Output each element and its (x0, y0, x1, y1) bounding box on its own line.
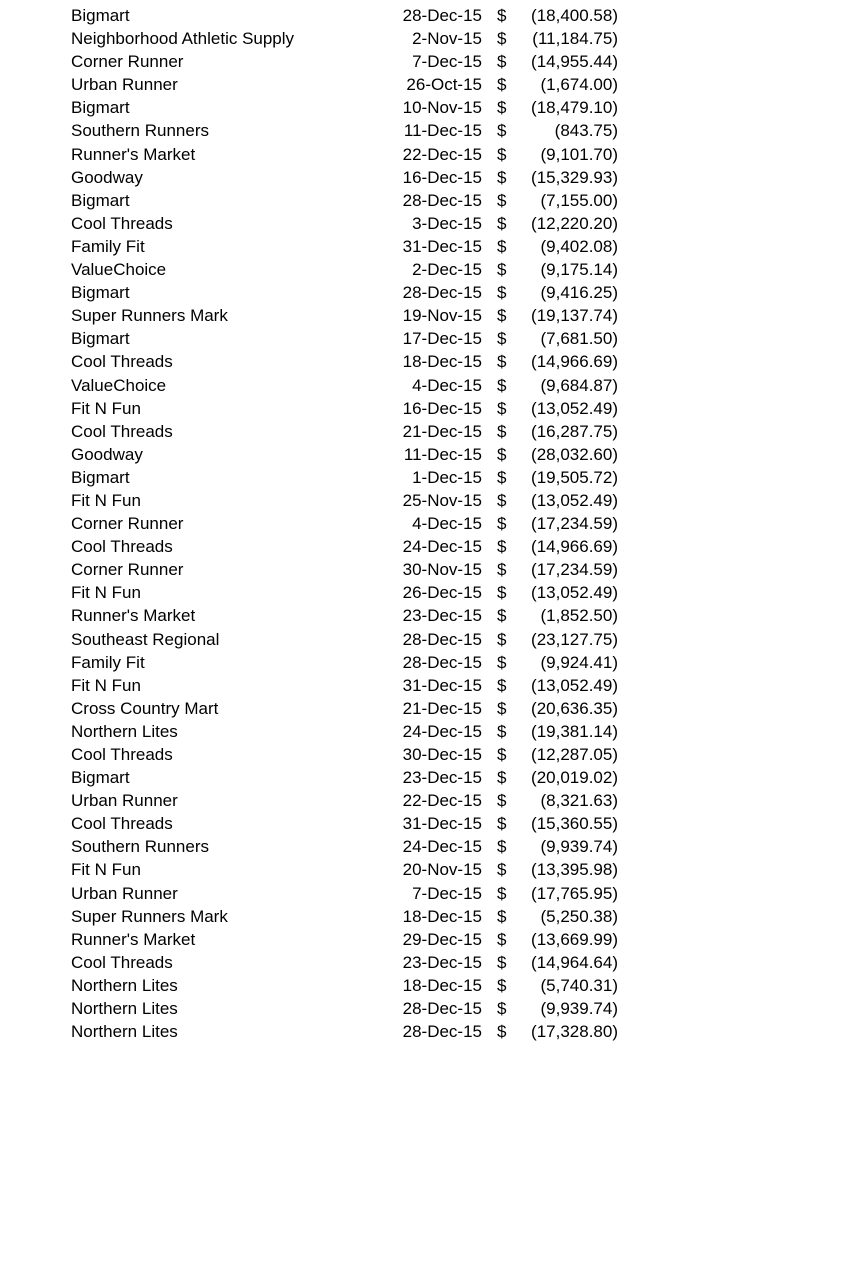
currency-symbol: $ (497, 560, 507, 580)
table-row (0, 143, 842, 166)
amount-cell: (14,966.69) (531, 537, 618, 557)
amount-cell: (17,234.59) (531, 514, 618, 534)
date-cell: 28-Dec-15 (402, 283, 482, 303)
currency-symbol: $ (497, 329, 507, 349)
customer-name-cell: Urban Runner (71, 883, 178, 903)
table-row (0, 235, 842, 258)
amount-cell: (5,740.31) (540, 975, 618, 995)
currency-symbol: $ (497, 814, 507, 834)
amount-cell: (7,681.50) (540, 329, 618, 349)
customer-name-cell: Runner's Market (71, 929, 196, 949)
table-row (0, 212, 842, 235)
amount-cell: (14,964.64) (531, 952, 618, 972)
date-cell: 3-Dec-15 (412, 213, 482, 233)
date-cell: 23-Dec-15 (402, 952, 482, 972)
table-row (0, 928, 842, 951)
date-cell: 24-Dec-15 (402, 537, 482, 557)
currency-symbol: $ (497, 352, 507, 372)
table-row (0, 350, 842, 373)
currency-symbol: $ (497, 999, 507, 1019)
customer-name-cell: Cool Threads (71, 745, 173, 764)
customer-name-cell: Southeast Regional (71, 629, 220, 649)
date-cell: 10-Nov-15 (402, 98, 482, 118)
amount-cell: (19,505.72) (531, 467, 618, 487)
amount-cell: (9,924.41) (540, 652, 618, 672)
customer-name-cell: Super Runners Mark (71, 306, 228, 326)
amount-cell: (5,250.38) (540, 906, 618, 926)
amount-cell: (13,052.49) (531, 675, 618, 695)
customer-name-cell: Fit N Fun (71, 490, 141, 510)
customer-name-cell: Runner's Market (71, 144, 196, 164)
customer-name-cell: Goodway (71, 444, 143, 464)
table-row (0, 997, 842, 1020)
customer-name-cell: Northern Lites (71, 721, 178, 741)
table-row (0, 166, 842, 189)
table-row (0, 628, 842, 651)
date-cell: 7-Dec-15 (412, 52, 482, 72)
customer-name-cell: Northern Lites (71, 1022, 178, 1042)
date-cell: 28-Dec-15 (402, 629, 482, 649)
amount-cell: (9,684.87) (540, 375, 618, 395)
table-row (0, 951, 842, 974)
date-cell: 21-Dec-15 (402, 421, 482, 441)
table-row (0, 882, 842, 905)
table-row (0, 96, 842, 119)
date-cell: 26-Dec-15 (402, 583, 482, 603)
amount-cell: (23,127.75) (531, 629, 618, 649)
table-row (0, 50, 842, 73)
date-cell: 31-Dec-15 (402, 236, 482, 256)
amount-cell: (9,416.25) (540, 283, 618, 303)
customer-name-cell: Cool Threads (71, 352, 173, 372)
amount-cell: (15,329.93) (531, 167, 618, 187)
amount-cell: (17,765.95) (531, 883, 618, 903)
currency-symbol: $ (497, 975, 507, 995)
currency-symbol: $ (497, 421, 507, 441)
table-row (0, 558, 842, 581)
amount-cell: (1,852.50) (540, 606, 618, 626)
table-row (0, 835, 842, 858)
customer-name-cell: Goodway (71, 167, 143, 187)
table-row (0, 812, 842, 835)
currency-symbol: $ (497, 675, 507, 695)
customer-name-cell: Runner's Market (71, 606, 196, 626)
date-cell: 28-Dec-15 (402, 999, 482, 1019)
table-row (0, 651, 842, 674)
table-row (0, 119, 842, 142)
date-cell: 2-Dec-15 (412, 260, 482, 280)
customer-name-cell: Family Fit (71, 236, 145, 256)
ledger-table (0, 4, 842, 1043)
currency-symbol: $ (497, 375, 507, 395)
date-cell: 16-Dec-15 (402, 167, 482, 187)
date-cell: 11-Dec-15 (403, 444, 482, 464)
amount-cell: (13,052.49) (531, 583, 618, 603)
date-cell: 22-Dec-15 (402, 791, 482, 811)
table-row (0, 604, 842, 627)
customer-name-cell: Bigmart (71, 98, 130, 118)
amount-cell: (14,955.44) (531, 52, 618, 72)
currency-symbol: $ (497, 537, 507, 557)
amount-cell: (13,052.49) (531, 490, 618, 510)
date-cell: 28-Dec-15 (402, 190, 482, 210)
currency-symbol: $ (497, 29, 507, 49)
customer-name-cell: Bigmart (71, 190, 130, 210)
date-cell: 18-Dec-15 (402, 975, 482, 995)
date-cell: 28-Dec-15 (402, 652, 482, 672)
currency-symbol: $ (497, 906, 507, 926)
table-row (0, 489, 842, 512)
amount-cell: (13,669.99) (531, 929, 618, 949)
date-cell: 31-Dec-15 (402, 814, 482, 834)
table-row (0, 674, 842, 697)
currency-symbol: $ (497, 6, 507, 25)
date-cell: 16-Dec-15 (402, 398, 482, 418)
table-row (0, 258, 842, 281)
currency-symbol: $ (497, 98, 507, 118)
customer-name-cell: Northern Lites (71, 999, 178, 1019)
currency-symbol: $ (497, 283, 507, 303)
currency-symbol: $ (497, 652, 507, 672)
customer-name-cell: Bigmart (71, 6, 130, 25)
customer-name-cell: Northern Lites (71, 975, 178, 995)
customer-name-cell: Bigmart (71, 283, 130, 303)
table-row (0, 766, 842, 789)
currency-symbol: $ (497, 398, 507, 418)
currency-symbol: $ (497, 167, 507, 187)
customer-name-cell: Corner Runner (71, 560, 184, 580)
table-row (0, 420, 842, 443)
customer-name-cell: Cool Threads (71, 213, 173, 233)
customer-name-cell: Family Fit (71, 652, 145, 672)
date-cell: 19-Nov-15 (402, 306, 482, 326)
table-row (0, 304, 842, 327)
table-row (0, 720, 842, 743)
date-cell: 29-Dec-15 (402, 929, 482, 949)
customer-name-cell: Fit N Fun (71, 583, 141, 603)
table-row (0, 189, 842, 212)
table-row (0, 4, 842, 27)
currency-symbol: $ (497, 837, 507, 857)
customer-name-cell: Bigmart (71, 467, 130, 487)
currency-symbol: $ (497, 583, 507, 603)
currency-symbol: $ (497, 952, 507, 972)
customer-name-cell: Urban Runner (71, 791, 178, 811)
date-cell: 2-Nov-15 (412, 29, 482, 49)
customer-name-cell: Fit N Fun (71, 860, 141, 880)
amount-cell: (17,328.80) (531, 1022, 618, 1042)
table-row (0, 905, 842, 928)
amount-cell: (14,966.69) (531, 352, 618, 372)
table-row (0, 858, 842, 881)
amount-cell: (1,674.00) (540, 75, 618, 95)
date-cell: 28-Dec-15 (402, 1022, 482, 1042)
table-row (0, 535, 842, 558)
customer-name-cell: Cool Threads (71, 814, 173, 834)
table-row (0, 743, 842, 766)
currency-symbol: $ (497, 698, 507, 718)
date-cell: 23-Dec-15 (402, 606, 482, 626)
table-row (0, 1020, 842, 1043)
currency-symbol: $ (497, 236, 507, 256)
customer-name-cell: Super Runners Mark (71, 906, 228, 926)
currency-symbol: $ (497, 721, 507, 741)
date-cell: 22-Dec-15 (402, 144, 482, 164)
customer-name-cell: Neighborhood Athletic Supply (71, 29, 295, 49)
customer-name-cell: Fit N Fun (71, 398, 141, 418)
amount-cell: (20,636.35) (531, 698, 618, 718)
table-row (0, 581, 842, 604)
date-cell: 26-Oct-15 (406, 75, 482, 95)
date-cell: 21-Dec-15 (402, 698, 482, 718)
date-cell: 24-Dec-15 (402, 837, 482, 857)
date-cell: 28-Dec-15 (402, 6, 482, 25)
currency-symbol: $ (497, 190, 507, 210)
amount-cell: (9,402.08) (540, 236, 618, 256)
amount-cell: (12,287.05) (531, 745, 618, 764)
date-cell: 4-Dec-15 (412, 514, 482, 534)
date-cell: 7-Dec-15 (412, 883, 482, 903)
amount-cell: (7,155.00) (540, 190, 618, 210)
customer-name-cell: Urban Runner (71, 75, 178, 95)
date-cell: 23-Dec-15 (402, 768, 482, 788)
currency-symbol: $ (497, 768, 507, 788)
currency-symbol: $ (497, 467, 507, 487)
currency-symbol: $ (497, 444, 507, 464)
amount-cell: (9,101.70) (540, 144, 618, 164)
table-row (0, 443, 842, 466)
customer-name-cell: Bigmart (71, 329, 130, 349)
currency-symbol: $ (497, 1022, 507, 1042)
amount-cell: (13,395.98) (531, 860, 618, 880)
customer-name-cell: Bigmart (71, 768, 130, 788)
amount-cell: (843.75) (554, 121, 618, 141)
customer-name-cell: Southern Runners (71, 837, 209, 857)
date-cell: 30-Nov-15 (402, 560, 482, 580)
date-cell: 1-Dec-15 (412, 467, 482, 487)
table-row (0, 73, 842, 96)
currency-symbol: $ (497, 791, 507, 811)
amount-cell: (17,234.59) (531, 560, 618, 580)
amount-cell: (9,939.74) (540, 837, 618, 857)
amount-cell: (16,287.75) (531, 421, 618, 441)
date-cell: 24-Dec-15 (402, 721, 482, 741)
customer-name-cell: ValueChoice (71, 260, 167, 280)
table-row (0, 974, 842, 997)
currency-symbol: $ (497, 52, 507, 72)
date-cell: 4-Dec-15 (412, 375, 482, 395)
table-row (0, 27, 842, 50)
table-row (0, 789, 842, 812)
date-cell: 20-Nov-15 (402, 860, 482, 880)
currency-symbol: $ (497, 144, 507, 164)
amount-cell: (11,184.75) (532, 29, 618, 49)
date-cell: 18-Dec-15 (402, 906, 482, 926)
date-cell: 17-Dec-15 (402, 329, 482, 349)
currency-symbol: $ (497, 929, 507, 949)
table-row (0, 466, 842, 489)
amount-cell: (9,175.14) (540, 260, 618, 280)
customer-name-cell: Cool Threads (71, 421, 173, 441)
customer-name-cell: Cool Threads (71, 952, 173, 972)
amount-cell: (18,479.10) (531, 98, 618, 118)
date-cell: 11-Dec-15 (403, 121, 482, 141)
currency-symbol: $ (497, 606, 507, 626)
table-row (0, 512, 842, 535)
currency-symbol: $ (497, 514, 507, 534)
amount-cell: (20,019.02) (531, 768, 618, 788)
table-row (0, 327, 842, 350)
amount-cell: (8,321.63) (540, 791, 618, 811)
date-cell: 25-Nov-15 (402, 490, 482, 510)
customer-name-cell: Corner Runner (71, 514, 184, 534)
date-cell: 30-Dec-15 (402, 745, 482, 764)
currency-symbol: $ (497, 490, 507, 510)
currency-symbol: $ (497, 260, 507, 280)
customer-name-cell: Cool Threads (71, 537, 173, 557)
currency-symbol: $ (497, 75, 507, 95)
currency-symbol: $ (497, 121, 507, 141)
date-cell: 18-Dec-15 (402, 352, 482, 372)
amount-cell: (19,137.74) (531, 306, 618, 326)
customer-name-cell: Southern Runners (71, 121, 209, 141)
currency-symbol: $ (497, 883, 507, 903)
customer-name-cell: Fit N Fun (71, 675, 141, 695)
currency-symbol: $ (497, 860, 507, 880)
table-row (0, 397, 842, 420)
amount-cell: (12,220.20) (531, 213, 618, 233)
amount-cell: (15,360.55) (531, 814, 618, 834)
currency-symbol: $ (497, 629, 507, 649)
customer-name-cell: Cross Country Mart (71, 698, 219, 718)
currency-symbol: $ (497, 213, 507, 233)
table-row (0, 281, 842, 304)
amount-cell: (28,032.60) (531, 444, 618, 464)
date-cell: 31-Dec-15 (402, 675, 482, 695)
table-row (0, 697, 842, 720)
currency-symbol: $ (497, 306, 507, 326)
customer-name-cell: ValueChoice (71, 375, 167, 395)
amount-cell: (13,052.49) (531, 398, 618, 418)
amount-cell: (18,400.58) (531, 6, 618, 25)
amount-cell: (19,381.14) (531, 721, 618, 741)
customer-name-cell: Corner Runner (71, 52, 184, 72)
amount-cell: (9,939.74) (540, 999, 618, 1019)
table-row (0, 374, 842, 397)
currency-symbol: $ (497, 745, 507, 764)
